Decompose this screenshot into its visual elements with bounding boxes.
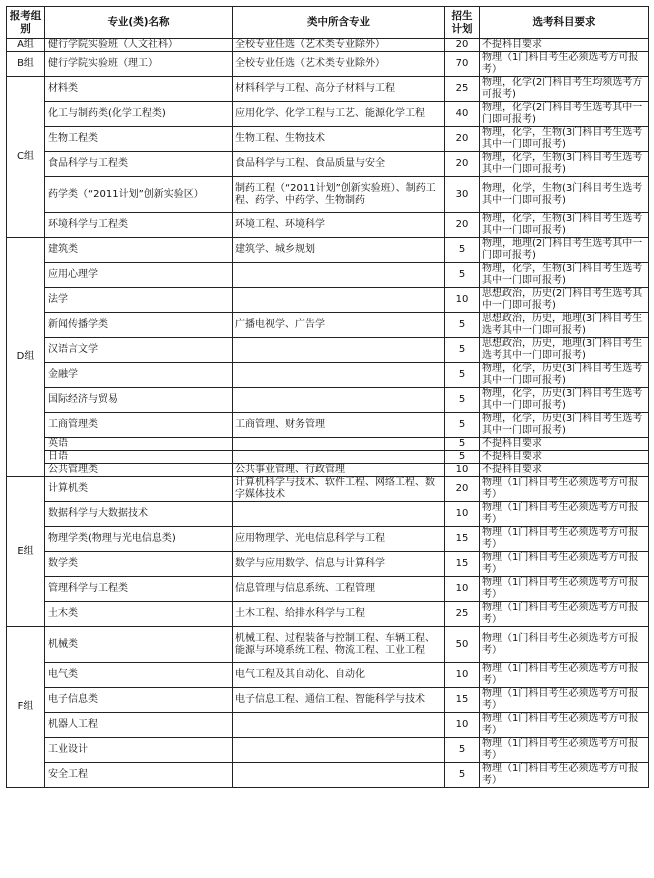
sub-majors-cell xyxy=(233,502,445,527)
plan-cell: 10 xyxy=(445,464,480,477)
major-cell: 建筑类 xyxy=(45,238,233,263)
requirement-cell: 不提科目要求 xyxy=(480,451,649,464)
major-cell: 环境科学与工程类 xyxy=(45,213,233,238)
plan-cell: 40 xyxy=(445,102,480,127)
sub-majors-cell: 材料科学与工程、高分子材料与工程 xyxy=(233,77,445,102)
plan-cell: 10 xyxy=(445,288,480,313)
table-row xyxy=(7,627,649,663)
group-cell: F组 xyxy=(7,627,45,788)
major-cell: 机械类 xyxy=(45,627,233,663)
table-row xyxy=(7,313,649,338)
plan-cell: 25 xyxy=(445,77,480,102)
requirement-cell: 不提科目要求 xyxy=(480,39,649,52)
major-cell: 应用心理学 xyxy=(45,263,233,288)
requirement-cell: 物理（1门科目考生必须选考方可报考） xyxy=(480,52,649,77)
group-cell: C组 xyxy=(7,77,45,238)
sub-majors-cell xyxy=(233,363,445,388)
table-row xyxy=(7,388,649,413)
major-cell: 数学类 xyxy=(45,552,233,577)
sub-majors-cell: 电子信息工程、通信工程、智能科学与技术 xyxy=(233,688,445,713)
sub-majors-cell: 制药工程（“2011计划”创新实验班）、制药工程、药学、中药学、生物制药 xyxy=(233,177,445,213)
table-row xyxy=(7,39,649,52)
requirement-cell: 物理（1门科目考生必须选考方可报考） xyxy=(480,527,649,552)
table-row xyxy=(7,263,649,288)
plan-cell: 5 xyxy=(445,238,480,263)
plan-cell: 15 xyxy=(445,552,480,577)
major-cell: 日语 xyxy=(45,451,233,464)
table-row xyxy=(7,52,649,77)
table-row xyxy=(7,763,649,788)
group-cell: A组 xyxy=(7,39,45,52)
sub-majors-cell: 建筑学、城乡规划 xyxy=(233,238,445,263)
plan-cell: 30 xyxy=(445,177,480,213)
sub-majors-cell: 信息管理与信息系统、工程管理 xyxy=(233,577,445,602)
plan-cell: 15 xyxy=(445,527,480,552)
requirement-cell: 物理，化学，生物(3门科目考生选考其中一门即可报考) xyxy=(480,263,649,288)
plan-cell: 50 xyxy=(445,627,480,663)
requirement-cell: 物理（1门科目考生必须选考方可报考） xyxy=(480,763,649,788)
table-row xyxy=(7,552,649,577)
table-row xyxy=(7,127,649,152)
sub-majors-cell: 全校专业任选（艺术类专业除外） xyxy=(233,39,445,52)
plan-cell: 20 xyxy=(445,477,480,502)
plan-cell: 5 xyxy=(445,438,480,451)
table-row xyxy=(7,238,649,263)
table-row xyxy=(7,527,649,552)
table-row xyxy=(7,477,649,502)
sub-majors-cell: 机械工程、过程装备与控制工程、车辆工程、能源与环境系统工程、物流工程、工业工程 xyxy=(233,627,445,663)
requirement-cell: 物理，化学，生物(3门科目考生选考其中一门即可报考) xyxy=(480,152,649,177)
major-cell: 工商管理类 xyxy=(45,413,233,438)
major-cell: 工业设计 xyxy=(45,738,233,763)
major-cell: 食品科学与工程类 xyxy=(45,152,233,177)
table-row xyxy=(7,77,649,102)
requirement-cell: 物理（1门科目考生必须选考方可报考） xyxy=(480,502,649,527)
requirement-cell: 物理（1门科目考生必须选考方可报考） xyxy=(480,552,649,577)
group-cell: E组 xyxy=(7,477,45,627)
requirement-cell: 物理，化学，生物(3门科目考生选考其中一门即可报考) xyxy=(480,213,649,238)
plan-cell: 20 xyxy=(445,152,480,177)
table-row xyxy=(7,451,649,464)
plan-cell: 5 xyxy=(445,363,480,388)
requirement-cell: 物理（1门科目考生必须选考方可报考） xyxy=(480,688,649,713)
requirement-cell: 物理，化学，历史(3门科目考生选考其中一门即可报考) xyxy=(480,388,649,413)
requirement-cell: 物理，化学，生物(3门科目考生选考其中一门即可报考) xyxy=(480,127,649,152)
table-row xyxy=(7,288,649,313)
major-cell: 健行学院实验班（人文社科） xyxy=(45,39,233,52)
sub-majors-cell: 应用物理学、光电信息科学与工程 xyxy=(233,527,445,552)
sub-majors-cell: 环境工程、环境科学 xyxy=(233,213,445,238)
table-row xyxy=(7,738,649,763)
plan-cell: 5 xyxy=(445,738,480,763)
major-cell: 管理科学与工程类 xyxy=(45,577,233,602)
major-cell: 数据科学与大数据技术 xyxy=(45,502,233,527)
requirement-cell: 物理（1门科目考生必须选考方可报考） xyxy=(480,713,649,738)
requirement-cell: 物理，化学，历史(3门科目考生选考其中一门即可报考) xyxy=(480,413,649,438)
plan-cell: 20 xyxy=(445,213,480,238)
requirement-cell: 物理（1门科目考生必须选考方可报考） xyxy=(480,577,649,602)
plan-cell: 25 xyxy=(445,602,480,627)
sub-majors-cell xyxy=(233,738,445,763)
major-cell: 英语 xyxy=(45,438,233,451)
table-row xyxy=(7,688,649,713)
table-row xyxy=(7,464,649,477)
requirement-cell: 物理（1门科目考生必须选考方可报考） xyxy=(480,602,649,627)
table-row xyxy=(7,152,649,177)
major-cell: 法学 xyxy=(45,288,233,313)
sub-majors-cell xyxy=(233,438,445,451)
header-group: 报考组别 xyxy=(7,7,45,39)
sub-majors-cell: 生物工程、生物技术 xyxy=(233,127,445,152)
plan-cell: 5 xyxy=(445,263,480,288)
group-cell: D组 xyxy=(7,238,45,477)
plan-cell: 70 xyxy=(445,52,480,77)
major-cell: 电子信息类 xyxy=(45,688,233,713)
header-plan: 招生计划 xyxy=(445,7,480,39)
table-row xyxy=(7,413,649,438)
plan-cell: 10 xyxy=(445,577,480,602)
plan-cell: 20 xyxy=(445,127,480,152)
sub-majors-cell xyxy=(233,288,445,313)
plan-cell: 10 xyxy=(445,713,480,738)
table-row xyxy=(7,213,649,238)
requirement-cell: 物理，化学(2门科目考生选考其中一门即可报考) xyxy=(480,102,649,127)
table-row xyxy=(7,663,649,688)
plan-cell: 5 xyxy=(445,338,480,363)
sub-majors-cell: 数学与应用数学、信息与计算科学 xyxy=(233,552,445,577)
major-cell: 汉语言文学 xyxy=(45,338,233,363)
major-cell: 物理学类(物理与光电信息类) xyxy=(45,527,233,552)
plan-cell: 5 xyxy=(445,451,480,464)
header-major: 专业(类)名称 xyxy=(45,7,233,39)
requirement-cell: 思想政治，历史，地理(3门科目考生选考其中一门即可报考) xyxy=(480,338,649,363)
plan-cell: 15 xyxy=(445,688,480,713)
sub-majors-cell xyxy=(233,263,445,288)
requirement-cell: 物理（1门科目考生必须选考方可报考） xyxy=(480,477,649,502)
table-row xyxy=(7,502,649,527)
plan-cell: 5 xyxy=(445,388,480,413)
major-cell: 健行学院实验班（理工） xyxy=(45,52,233,77)
major-cell: 电气类 xyxy=(45,663,233,688)
group-cell: B组 xyxy=(7,52,45,77)
sub-majors-cell: 电气工程及其自动化、自动化 xyxy=(233,663,445,688)
requirement-cell: 物理（1门科目考生必须选考方可报考） xyxy=(480,738,649,763)
sub-majors-cell xyxy=(233,338,445,363)
sub-majors-cell xyxy=(233,388,445,413)
table-row xyxy=(7,577,649,602)
major-cell: 计算机类 xyxy=(45,477,233,502)
requirement-cell: 不提科目要求 xyxy=(480,464,649,477)
table-row xyxy=(7,177,649,213)
table-row xyxy=(7,338,649,363)
major-cell: 生物工程类 xyxy=(45,127,233,152)
requirement-cell: 思想政治，历史(2门科目考生选考其中一门即可报考) xyxy=(480,288,649,313)
sub-majors-cell: 公共事业管理、行政管理 xyxy=(233,464,445,477)
major-cell: 金融学 xyxy=(45,363,233,388)
major-cell: 公共管理类 xyxy=(45,464,233,477)
header-sub-majors: 类中所含专业 xyxy=(233,7,445,39)
sub-majors-cell: 工商管理、财务管理 xyxy=(233,413,445,438)
major-cell: 机器人工程 xyxy=(45,713,233,738)
plan-cell: 10 xyxy=(445,502,480,527)
major-cell: 国际经济与贸易 xyxy=(45,388,233,413)
plan-cell: 5 xyxy=(445,763,480,788)
requirement-cell: 物理，化学(2门科目考生均须选考方可报考) xyxy=(480,77,649,102)
plan-cell: 20 xyxy=(445,39,480,52)
sub-majors-cell: 土木工程、给排水科学与工程 xyxy=(233,602,445,627)
admission-plan-table xyxy=(6,6,649,788)
sub-majors-cell: 食品科学与工程、食品质量与安全 xyxy=(233,152,445,177)
requirement-cell: 物理，化学，生物(3门科目考生选考其中一门即可报考) xyxy=(480,177,649,213)
major-cell: 安全工程 xyxy=(45,763,233,788)
sub-majors-cell: 应用化学、化学工程与工艺、能源化学工程 xyxy=(233,102,445,127)
major-cell: 药学类（“2011计划”创新实验区） xyxy=(45,177,233,213)
table-row xyxy=(7,602,649,627)
sub-majors-cell xyxy=(233,713,445,738)
plan-cell: 5 xyxy=(445,313,480,338)
requirement-cell: 物理，地理(2门科目考生选考其中一门即可报考) xyxy=(480,238,649,263)
major-cell: 材料类 xyxy=(45,77,233,102)
major-cell: 化工与制药类(化学工程类) xyxy=(45,102,233,127)
requirement-cell: 不提科目要求 xyxy=(480,438,649,451)
header-row xyxy=(7,7,649,39)
major-cell: 土木类 xyxy=(45,602,233,627)
sub-majors-cell: 全校专业任选（艺术类专业除外） xyxy=(233,52,445,77)
admission-plan-table-wrapper xyxy=(6,6,649,788)
sub-majors-cell xyxy=(233,763,445,788)
plan-cell: 10 xyxy=(445,663,480,688)
sub-majors-cell: 计算机科学与技术、软件工程、网络工程、数字媒体技术 xyxy=(233,477,445,502)
plan-cell: 5 xyxy=(445,413,480,438)
table-row xyxy=(7,102,649,127)
requirement-cell: 物理（1门科目考生必须选考方可报考） xyxy=(480,663,649,688)
table-row xyxy=(7,713,649,738)
table-row xyxy=(7,438,649,451)
sub-majors-cell: 广播电视学、广告学 xyxy=(233,313,445,338)
major-cell: 新闻传播学类 xyxy=(45,313,233,338)
requirement-cell: 物理（1门科目考生必须选考方可报考） xyxy=(480,627,649,663)
sub-majors-cell xyxy=(233,451,445,464)
requirement-cell: 物理，化学，历史(3门科目考生选考其中一门即可报考) xyxy=(480,363,649,388)
header-requirement: 选考科目要求 xyxy=(480,7,649,39)
requirement-cell: 思想政治，历史，地理(3门科目考生选考其中一门即可报考) xyxy=(480,313,649,338)
table-row xyxy=(7,363,649,388)
